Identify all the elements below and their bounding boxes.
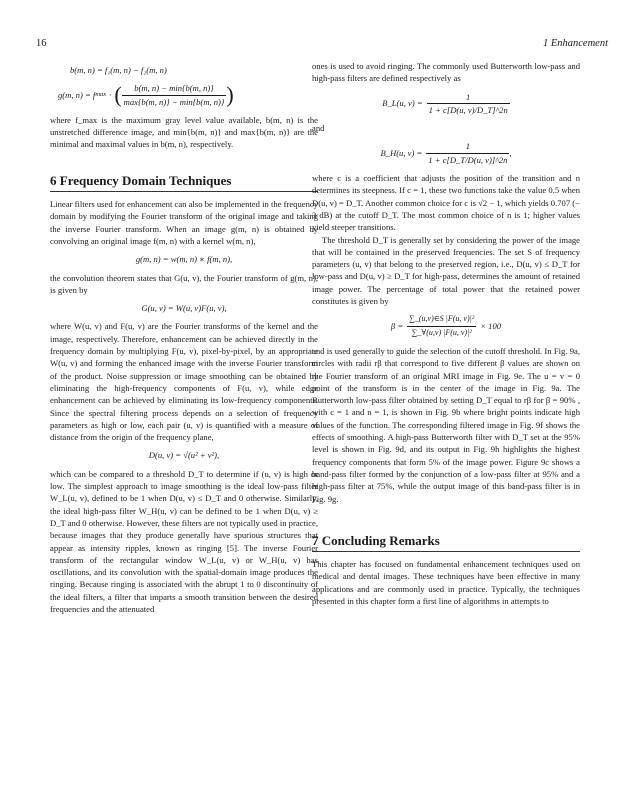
freq-para-4: which can be compared to a threshold D_T to determine if (u, v) is high or low. The simplest approach to image smoothing is the ideal low-pass filter W_L(u, v), defined to be 1 when D(u, v) ≤ D_T and 0 otherwise. Similarly, the ideal high-pass filter W_H(u, v) can be defined to be 1 when D(u, v) ≥ D_T and 0 otherwise. However, these filters are not typically used in practice, because images that they produce generally have spurious structures that appear as intensity ripples, known as ringing [5]. The inverse Fourier transform of the rectangular window W_L(u, v) or W_H(u, v) has oscillations, and its convolution with the spatial-domain image produces the ringing. Because ringing is associated with the abrupt 1 to 0 discontinuity of the ideal filters, a filter that imparts a smooth transition between the desired frequencies and the attenuated [50,468,318,614]
page-number: 16 [36,38,47,49]
threshold-paragraph: The threshold D_T is generally set by considering the power of the image that will be contained in the preserved frequencies. The set S of frequency parameters (u, v) that belong to the preserved region, i.e., D(u, v) ≤ D_T for low-pass and D(u, v) ≥ D_T for high-pass, determines the amount of retained image power. The percentage of total power that the retained power constitutes is given by [312,234,580,307]
equation-BL-fraction [427,91,510,117]
right-column [312,60,580,607]
equation-b: b(m, n) = f₁(m, n) − f₂(m, n) [70,65,167,75]
freq-para-1: Linear filters used for enhancement can also be implemented in the frequency domain by modifying the Fourier transform of the original image and taking the inverse Fourier transform. When an image g(m, n) is obtained by convolving an original image f(m, n) with a kernel w(m, n), [50,199,318,246]
freq-para-2: the convolution theorem states that G(u, v), the Fourier transform of g(m, n), is given by [50,272,318,295]
section-7-heading: 7 Concluding Remarks [312,535,580,552]
right-paren: ) [226,81,234,107]
equation-BL-numerator: 1 [427,91,510,104]
equation-beta-denominator: ∑_∀(u,v) |F(u, v)|² [411,327,472,337]
equation-beta-fraction [407,313,476,339]
left-column [50,60,318,615]
equation-g-denominator: max{b(m, n)} − min{b(m, n)} [123,96,225,107]
equation-BL [312,91,580,117]
where-paragraph: where f_max is the maximum gray level value available, b(m, n) is the unstretched difference image, and min{b(m, n)} and max{b(m, n)} are the minimal and maximal values in b(m, n), respectively. [50,114,318,150]
equation-BH-fraction [426,140,512,166]
equation-BH-tail: , [509,148,512,159]
equation-BH [312,140,580,166]
equation-BL-denominator: 1 + c[D(u, v)/D_T]^2n [428,104,508,115]
concluding-paragraph: This chapter has focused on fundamental enhancement techniques used on medical and dental images. These techniques have been effective in many applications and are commonly used in practice. Typically, the techniques presented in this chapter form a first line of algorithms in attempts to [312,559,580,606]
freq-para-3: where W(u, v) and F(u, v) are the Fourier transforms of the kernel and the image, respectively. Therefore, enhancement can be achieved directly in the frequency domain by multiplying F(u, v), pixel-by-pixel, by an appropriate W(u, v) and forming the enhanced image with the inverse Fourier transform of the product. Noise suppression or image smoothing can be obtained by eliminating the high-frequency components of F(u, v), while edge enhancement can be achieved by eliminating its low-frequency components. Since the spectral filtering process depends on a selection of frequency parameters as high or low, each pair (u, v) is quantified with a measure of distance from the origin of the frequency plane, [50,321,318,443]
equation-g-lhs: g(m, n) = f [58,89,96,100]
equation-g-sub: max [95,90,107,98]
equation-BH-numerator: 1 [426,140,509,153]
equation-BL-lhs: B_L(u, v) = [382,98,423,109]
chapter-title: 1 Enhancement [542,38,608,49]
dot-operator: · [109,89,112,100]
and-word: and [312,123,325,134]
equation-G: G(u, v) = W(u, v)F(u, v), [141,303,227,314]
running-header [36,38,608,52]
coefficient-paragraph: where c is a coefficient that adjusts the position of the transition and n determines its steepness. If c = 1, these two functions take the value 0.5 when D(u, v) = D_T. Another common choice for c is √2 − 1, which yields 0.707 (− 3 dB) at the cutoff D_T. The most common choice of n is 1; higher values yield steeper transitions. [312,173,580,233]
equation-BH-denominator: 1 + c[D_T/D(u, v)]^2n [428,154,508,165]
equation-g-numerator: b(m, n) − min{b(m, n)} [122,82,227,95]
butterworth-intro: ones is used to avoid ringing. The commonly used Butterworth low-pass and high-pass filters are defined respectively as [312,61,580,84]
equation-beta-numerator: ∑_(u,v)∈S |F(u, v)|² [407,313,476,326]
equation-g [50,82,318,108]
equation-BH-lhs: B_H(u, v) = [380,148,423,159]
left-paren: ( [114,81,122,107]
guide-paragraph: and is used generally to guide the selection of the cutoff threshold. In Fig. 9a, circles with radii rβ that correspond to five different β values are shown on the Fourier transform of an original MRI image in Fig. 9e. The u = v = 0 point of the transform is in the center of the image in Fig. 9a. The Butterworth low-pass filter obtained by setting D_T equal to rβ for β = 90% , with c = 1 and n = 1, is shown in Fig. 9b where bright points indicate high values of the function. The corresponding filtered image in Fig. 9f shows the effects of smoothing. A high-pass Butterworth filter with D_T set at the 95% level is shown in Fig. 9d, and its output in Fig. 9h highlights the highest frequency components that form 5% of the image power. Figure 9c shows a band-pass filter formed by the conjunction of a low-pass filter at 95% and a high-pass filter at 75%, while the output image of this band-pass filter is in Fig. 9g. [312,345,580,504]
equation-convolution: g(m, n) = w(m, n) ∗ f(m, n), [135,254,233,265]
equation-beta-tail: × 100 [480,320,502,331]
equation-g-fraction [122,82,227,108]
equation-beta-lhs: β = [390,320,404,331]
section-6-heading: 6 Frequency Domain Techniques [50,175,318,192]
equation-beta [312,313,580,339]
equation-D: D(u, v) = √(u² + v²), [148,450,220,461]
